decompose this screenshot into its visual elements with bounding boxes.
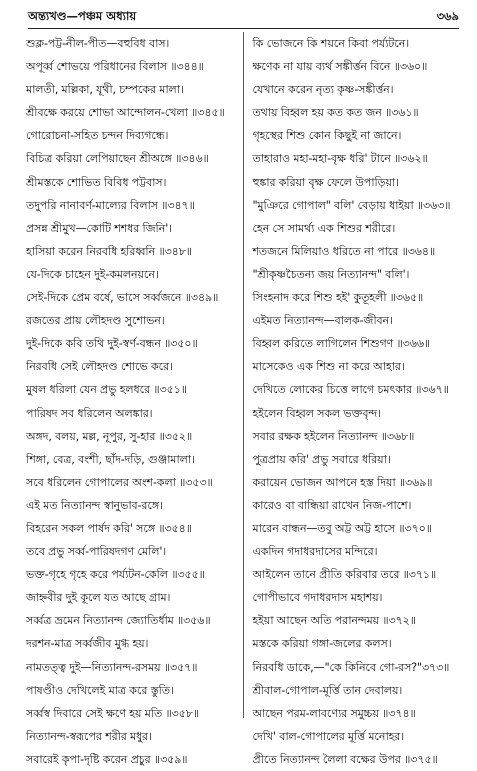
verse-line: নামতত্ত্ব দুই—নিত্যানন্দ-রসময় ॥৩৫৭॥ xyxy=(26,660,198,674)
verse-line: তাহারাও মহা-মহা-বৃক্ষ ধরি' টানে ॥৩৬২॥ xyxy=(252,152,428,166)
verse-line: সেই-দিকে প্রেম বর্ষে, ভাসে সর্ব্বজনে ॥৩৪৯॥ xyxy=(26,291,219,305)
verse-line: শ্রীমস্তকে শোভিত বিবিধ পট্টবাস। xyxy=(26,175,167,189)
verse-line: দেখিতে লোকের চিত্তে লাগে চমৎকার ॥৩৬৭॥ xyxy=(252,383,449,397)
verse-line: হাসিয়া করেন নিরবধি হরিধ্বনি ॥৩৪৮॥ xyxy=(26,244,192,258)
verse-line: আছেন পরম-লাবণ্যের সমুচ্চয় ॥৩৭৪॥ xyxy=(252,706,416,720)
verse-line: কারেও বা বান্ধিয়া রাখেন নিজ-পাশে। xyxy=(252,498,412,512)
verse-line: নিরবধি ডাকে,—"কে কিনিবে গো-রস?"৩৭৩॥ xyxy=(252,660,450,674)
verse-line: নিত্যানন্দ-স্বরূপের শরীর মধুর। xyxy=(26,729,152,743)
verse-line: রজতের প্রায় লৌহদণ্ড সুশোভন। xyxy=(26,314,165,328)
verse-line: আইলেন তানে প্রীতি করিবার তরে ॥৩৭১॥ xyxy=(252,568,437,582)
verse-line: মস্তকে করিয়া গঙ্গা-জলের কলস। xyxy=(252,637,392,651)
verse-line: প্রীতে নিত্যানন্দ লৈলা বক্ষের উপর ॥৩৭৫॥ xyxy=(252,752,438,766)
text-columns xyxy=(26,32,461,766)
verse-line: গৃহস্থের শিশু কোন কিছুই না জানে। xyxy=(252,129,402,143)
verse-line: বিচিত্র করিয়া লেপিয়াছেন শ্রীঅঙ্গে ॥৩৪৬॥ xyxy=(26,152,209,166)
verse-line: "মুঞিরে গোপাল" বলি' বেড়ায় ধাইয়া ॥৩৬৩॥ xyxy=(252,198,451,212)
page-number: ৩৬৯ xyxy=(436,8,459,23)
left-column xyxy=(26,32,244,766)
verse-line: করায়েন ভোজন আপনে হস্ত দিয়া ॥৩৬৯॥ xyxy=(252,475,433,489)
verse-line: মারেন বান্ধন—তবু অট্ট অট্ট হাসে ॥৩৭০॥ xyxy=(252,521,432,535)
verse-line: পুত্রপ্রায় করি' প্রভু সবারে ধরিয়া। xyxy=(252,452,391,466)
verse-line: শ্রীবাল-গোপাল-মূর্ত্তি তান দেবালয়। xyxy=(252,683,403,697)
verse-line: কি ভোজনে কি শয়নে কিবা পর্য্যটনে। xyxy=(252,37,410,50)
verse-line: শতজনে মিলিয়াও ধরিতে না পারে ॥৩৬৪॥ xyxy=(252,244,436,258)
verse-line: সবে ধরিলেন গোপালের অংশ-কলা ॥৩৫৩॥ xyxy=(26,475,213,489)
verse-line: সবারেই কৃপা-দৃষ্টি করেন প্রচুর ॥৩৫৯॥ xyxy=(26,752,188,766)
verse-line: এইমত নিত্যানন্দ—বালক-জীবন। xyxy=(252,314,393,328)
verse-line: তথায় বিহ্বল হয় কত কত জন ॥৩৬১॥ xyxy=(252,106,419,120)
verse-line: জাহ্নবীর দুই কূলে যত আছে গ্রাম। xyxy=(26,591,171,605)
verse-line: মাসেকেও এক শিশু না করে আহার। xyxy=(252,360,405,374)
verse-line: হেন সে সামর্থ্য এক শিশুর শরীরে। xyxy=(252,221,396,235)
running-title: অন্ত্যখণ্ড—পঞ্চম অধ্যায় xyxy=(28,8,137,23)
verse-line: দেখি' বাল-গোপালের মূর্ত্তি মনোহর। xyxy=(252,729,405,743)
verse-line: পারিষদ সব ধরিলেন অলঙ্কার। xyxy=(26,406,153,420)
verse-line: নিরবধি সেই লৌহদণ্ড শোভে করে। xyxy=(26,360,173,374)
verse-line: ক্ষণেক না যায় ব্যর্থ সঙ্কীর্ত্তন বিনে ॥৩৬০॥ xyxy=(252,60,428,74)
right-column xyxy=(244,32,461,766)
verse-line: যেখানে করেন নৃত্য কৃষ্ণ-সঙ্কীর্ত্তন। xyxy=(252,83,394,97)
verse-line: দুই-দিকে কবি তথি দুই-স্বর্ণ-বন্ধন ॥৩৫০॥ xyxy=(26,337,198,351)
verse-line: "শ্রীকৃষ্ণচৈতন্য জয় নিত্যানন্দ" বলি'। xyxy=(252,267,410,281)
verse-line: সিংহনাদ করে শিশু হই' কুতূহলী ॥৩৬৫॥ xyxy=(252,291,424,305)
page-header xyxy=(28,6,459,29)
verse-line: বিহরেন সকল পার্ষদ করি' সঙ্গে ॥৩৫৪॥ xyxy=(26,521,192,535)
verse-line: ভক্ত-গৃহে গৃহে করে পর্য্যটন-কেলি ॥৩৫৫॥ xyxy=(26,568,205,582)
verse-line: পাষণ্ডীও দেখিলেই মাত্র করে স্তুতি। xyxy=(26,683,174,697)
verse-line: হইলেন বিহ্বল সকল ভক্তবৃন্দ। xyxy=(252,406,381,420)
verse-line: সবার রক্ষক হইলেন নিত্যানন্দ ॥৩৬৮॥ xyxy=(252,429,415,443)
verse-line: এই মত নিত্যানন্দ স্বানুভাব-রঙ্গে। xyxy=(26,498,163,512)
verse-line: গোরোচনা-সহিত চন্দন দিব্যগন্ধে। xyxy=(26,129,169,143)
verse-line: শ্রীবক্ষে করয়ে শোভা আন্দোলন-খেলা ॥৩৪৫॥ xyxy=(26,106,225,120)
verse-line: একদিন গদাধরদাসের মন্দিরে। xyxy=(252,545,378,559)
verse-line: প্রসন্ন শ্রীমুখ—কোটি শশধর জিনি'। xyxy=(26,221,172,235)
verse-line: শিঙ্গা, বেত্র, বংশী, ছাঁদ-দড়ি, গুঞ্জামালা। xyxy=(26,452,195,466)
verse-line: হইয়া আছেন অতি পরানন্দময় ॥৩৭২॥ xyxy=(252,614,416,628)
verse-line: শুক্ল-পট্ট-নীল-পীত—বহুবিধ বাস। xyxy=(26,37,170,50)
verse-line: বিহ্বল করিতে লাগিলেন শিশুগণ ॥৩৬৬॥ xyxy=(252,337,431,351)
verse-line: অঙ্গদ, বলয়, মল্ল, নূপুর, সু-হার ॥৩৫২॥ xyxy=(26,429,193,443)
verse-line: মালতী, মল্লিকা, যূথী, চম্পকের মালা। xyxy=(26,83,184,97)
verse-line: সর্ব্বত্র ভ্রমেন নিত্যানন্দ জ্যোতির্ধাম ॥৩৫৬॥ xyxy=(26,614,211,628)
verse-line: তবে প্রভু সর্ব্ব-পারিষদগণ মেলি'। xyxy=(26,545,167,559)
verse-line: গোপীভাবে গদাধরদাস মহাশয়। xyxy=(252,591,383,605)
verse-line: সর্ব্বস্ব দিবারে সেই ক্ষণে হয় মতি ॥৩৫৮॥ xyxy=(26,706,199,720)
verse-line: দরশন-মাত্র সর্ব্বজীব মুগ্ধ হয়। xyxy=(26,637,149,651)
verse-line: যে-দিকে চাহেন দুই-কমলনয়নে। xyxy=(26,267,159,281)
verse-line: মুষল ধরিলা যেন প্রভু হলধরে ॥৩৫১॥ xyxy=(26,383,187,397)
verse-line: হুঙ্কার করিয়া বৃক্ষ ফেলে উপাড়িয়া। xyxy=(252,175,399,189)
verse-line: তদুপরি নানাবর্ণ-মাল্যের বিলাস ॥৩৪৭॥ xyxy=(26,198,195,212)
verse-line: অপূর্ব্ব শোভয়ে পরিধানের বিলাস ॥৩৪৪॥ xyxy=(26,60,204,74)
